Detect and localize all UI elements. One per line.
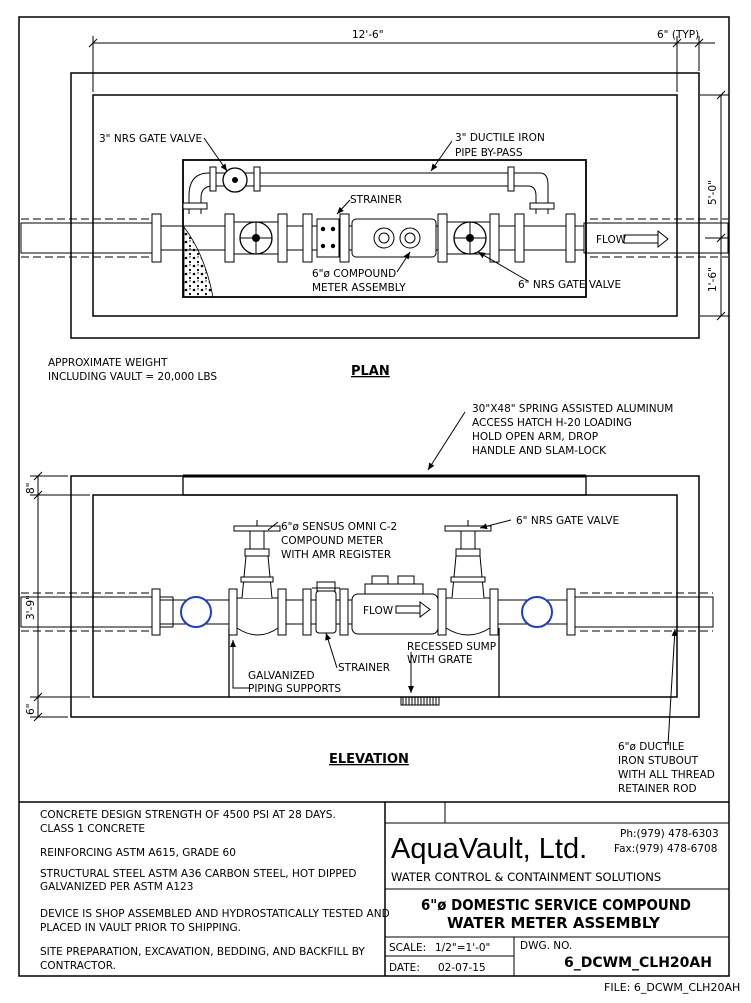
project-title-1: 6"ø DOMESTIC SERVICE COMPOUND bbox=[421, 896, 691, 914]
flange-3 bbox=[278, 214, 287, 262]
pipe-section-right bbox=[522, 597, 552, 627]
dim-pipe-offset: 1'-6" bbox=[707, 267, 719, 292]
flange-5 bbox=[340, 214, 349, 262]
callout-bypass-2: PIPE BY-PASS bbox=[455, 147, 523, 159]
dwg-number-value: 6_DCWM_CLH20AH bbox=[564, 955, 712, 971]
hatch-callout-4: HANDLE AND SLAM-LOCK bbox=[472, 445, 607, 457]
flange-2 bbox=[225, 214, 234, 262]
callout-meter-1: 6"ø COMPOUND bbox=[312, 268, 397, 280]
supports-callout-1: GALVANIZED bbox=[248, 670, 315, 682]
stubout-left-plan bbox=[21, 223, 155, 253]
dim-roof-thickness: 8" bbox=[25, 482, 37, 494]
bypass-pipe-plan bbox=[183, 167, 554, 214]
note-5-line-2: CONTRACTOR. bbox=[40, 960, 117, 972]
scale-value: 1/2"=1'-0" bbox=[435, 942, 491, 954]
callout-meter-2: METER ASSEMBLY bbox=[312, 282, 406, 294]
access-hatch-elev bbox=[183, 476, 586, 495]
strainer-elev bbox=[312, 582, 340, 633]
compound-meter-plan bbox=[352, 219, 436, 257]
stubout-callout-3: WITH ALL THREAD bbox=[618, 769, 715, 781]
dim-floor-thickness: 6" bbox=[25, 703, 37, 715]
elevation-title: ELEVATION bbox=[329, 752, 409, 767]
plan-view bbox=[21, 29, 729, 383]
stubout-left-elev bbox=[21, 597, 173, 627]
note-1-line-1: CONCRETE DESIGN STRENGTH OF 4500 PSI AT 28 DAYS. bbox=[40, 809, 336, 821]
note-1-line-2: CLASS 1 CONCRETE bbox=[40, 823, 146, 835]
dim-width: 5'-0" bbox=[707, 180, 719, 205]
note-2-line-1: REINFORCING ASTM A615, GRADE 60 bbox=[40, 847, 236, 859]
stubout-right-elev bbox=[573, 597, 713, 627]
callout-strainer-plan: STRAINER bbox=[350, 194, 403, 206]
date-value: 02-07-15 bbox=[438, 962, 486, 974]
scale-label: SCALE: bbox=[389, 942, 427, 954]
strainer-plan bbox=[317, 219, 339, 257]
flow-arrow-plan-icon bbox=[624, 235, 658, 243]
note-4-line-1: DEVICE IS SHOP ASSEMBLED AND HYDROSTATICALLY TESTED AND bbox=[40, 908, 390, 920]
stubout-callout-2: IRON STUBOUT bbox=[618, 755, 698, 767]
meter-callout-1: 6"ø SENSUS OMNI C-2 bbox=[281, 521, 398, 533]
stubout-callout-4: RETAINER ROD bbox=[618, 783, 697, 795]
weight-note-2: INCLUDING VAULT = 20,000 LBS bbox=[48, 371, 218, 383]
elevation-view bbox=[21, 403, 715, 795]
company-name: AquaVault, Ltd. bbox=[391, 833, 588, 865]
callout-3in-gate-valve: 3" NRS GATE VALVE bbox=[99, 133, 203, 145]
gate-valve-plan-right bbox=[447, 222, 490, 254]
callout-6in-gate-valve-plan: 6" NRS GATE VALVE bbox=[518, 279, 622, 291]
note-3-line-2: GALVANIZED PER ASTM A123 bbox=[40, 881, 194, 893]
note-4-line-2: PLACED IN VAULT PRIOR TO SHIPPING. bbox=[40, 922, 242, 934]
compound-meter-elev bbox=[352, 576, 438, 634]
hatch-callout-3: HOLD OPEN ARM, DROP bbox=[472, 431, 599, 443]
hatch-callout-1: 30"X48" SPRING ASSISTED ALUMINUM bbox=[472, 403, 674, 415]
recessed-sump-grate bbox=[401, 697, 439, 705]
notes-and-title-block bbox=[19, 802, 729, 976]
date-label: DATE: bbox=[389, 962, 420, 974]
hatch-callout-2: ACCESS HATCH H-20 LOADING bbox=[472, 417, 632, 429]
meter-callout-3: WITH AMR REGISTER bbox=[281, 549, 392, 561]
sump-callout-1: RECESSED SUMP bbox=[407, 641, 497, 653]
sump-callout-2: WITH GRATE bbox=[407, 654, 473, 666]
flow-label-elev: FLOW bbox=[363, 605, 394, 617]
stubout-callout-1: 6"ø DUCTILE bbox=[618, 741, 685, 753]
gravel-sump-plan bbox=[184, 227, 213, 297]
flange-6 bbox=[438, 214, 447, 262]
weight-note-1: APPROXIMATE WEIGHT bbox=[48, 357, 168, 369]
dwg-number-label: DWG. NO. bbox=[520, 940, 573, 952]
dim-overall-length: 12'-6" bbox=[352, 29, 384, 41]
dim-wall-typ: 6" (TYP) bbox=[657, 29, 700, 41]
flange-1 bbox=[152, 214, 161, 262]
pipe-section-left bbox=[181, 597, 211, 627]
flange-9 bbox=[566, 214, 575, 262]
note-3-line-1: STRUCTURAL STEEL ASTM A36 CARBON STEEL, HOT DIPPED bbox=[40, 868, 357, 880]
callout-bypass-1: 3" DUCTILE IRON bbox=[455, 132, 545, 144]
note-5-line-1: SITE PREPARATION, EXCAVATION, BEDDING, AND BACKFILL BY bbox=[40, 946, 365, 958]
supports-callout-2: PIPING SUPPORTS bbox=[248, 683, 342, 695]
dimension-overall-length bbox=[89, 36, 715, 92]
company-phone: Ph:(979) 478-6303 bbox=[620, 828, 719, 840]
flange-4 bbox=[303, 214, 312, 262]
gate-valve-callout-elev: 6" NRS GATE VALVE bbox=[516, 515, 620, 527]
gate-valve-plan-left bbox=[234, 222, 278, 254]
company-tagline: WATER CONTROL & CONTAINMENT SOLUTIONS bbox=[391, 870, 662, 884]
flange-8 bbox=[515, 214, 524, 262]
strainer-callout-elev: STRAINER bbox=[338, 662, 391, 674]
project-title-2: WATER METER ASSEMBLY bbox=[447, 914, 662, 932]
gate-valve-elev-left bbox=[234, 520, 280, 635]
file-label: FILE: 6_DCWM_CLH20AH bbox=[604, 981, 741, 994]
plan-title: PLAN bbox=[351, 364, 390, 379]
meter-callout-2: COMPOUND METER bbox=[281, 535, 384, 547]
gate-valve-elev-right bbox=[445, 520, 491, 635]
flange-7 bbox=[490, 214, 499, 262]
flow-label-plan: FLOW bbox=[596, 234, 627, 246]
dim-inside-height: 3'-9" bbox=[25, 595, 37, 620]
company-fax: Fax:(979) 478-6708 bbox=[614, 843, 718, 855]
